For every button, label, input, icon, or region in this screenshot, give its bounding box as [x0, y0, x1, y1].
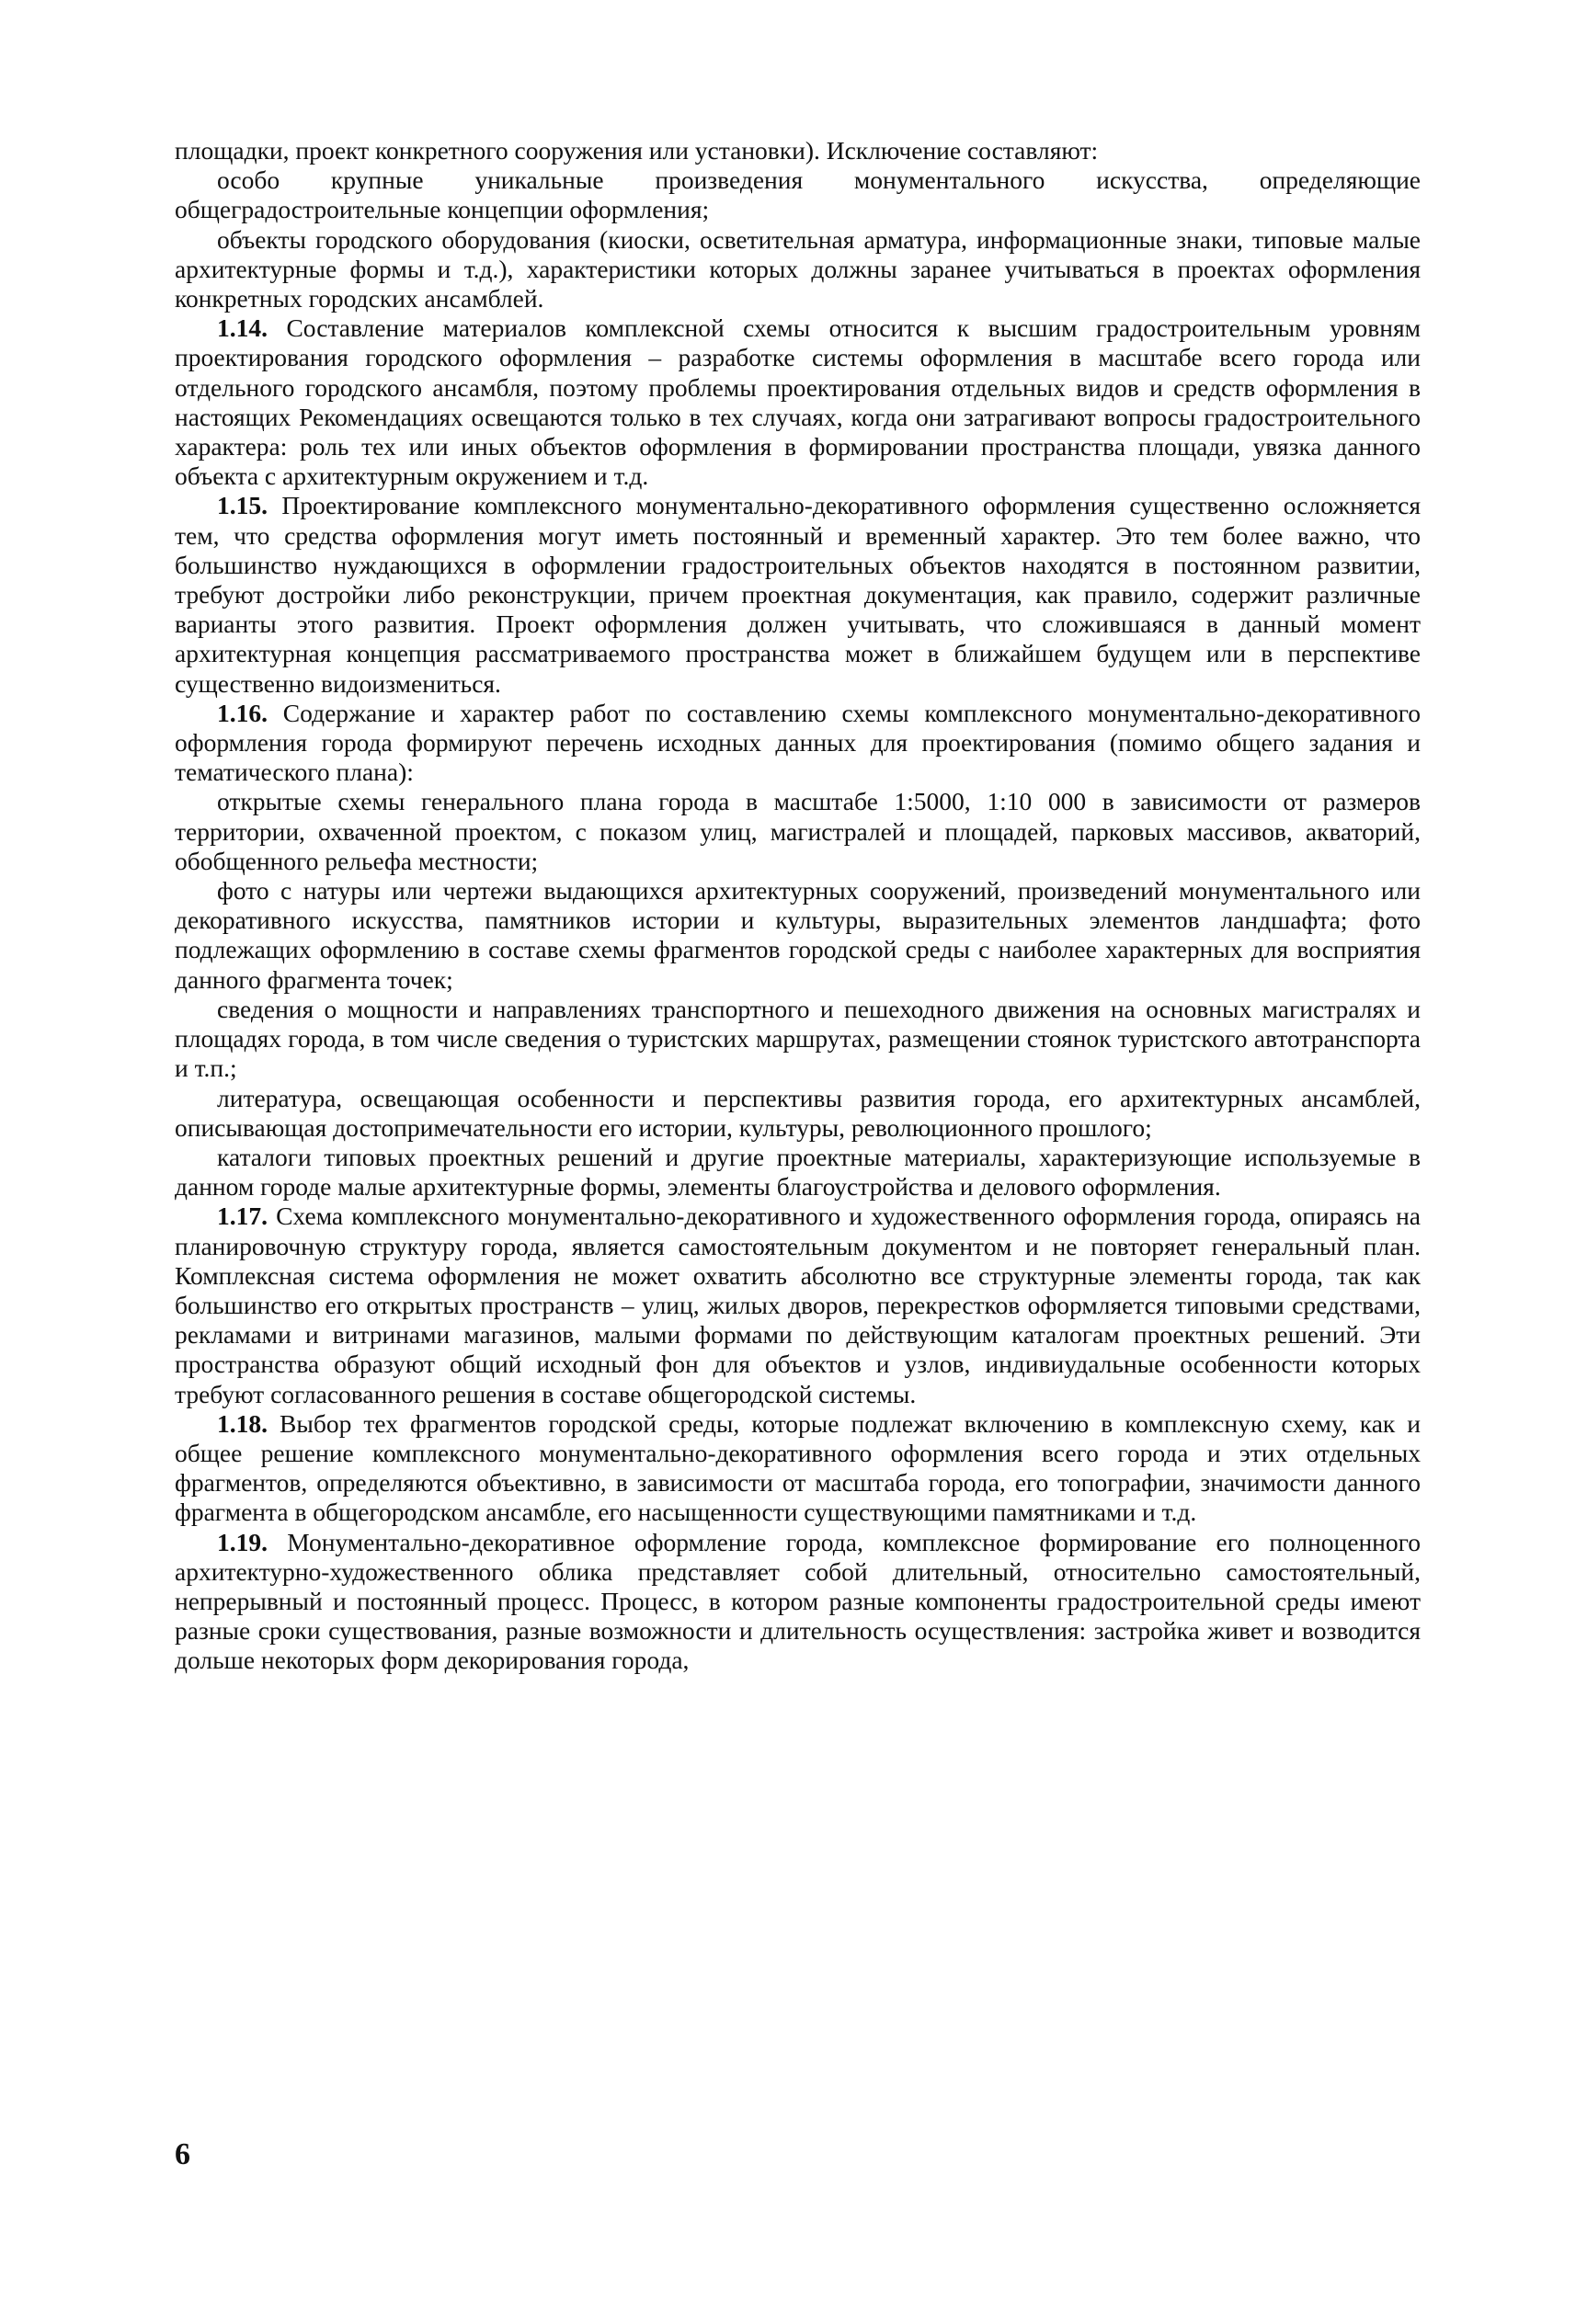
- section-number: 1.14.: [217, 313, 268, 343]
- list-item: каталоги типовых проектных решений и другие проектные материалы, характеризующие используемые в данном городе малые архитектурные формы, элементы благоустройства и делового оформления.: [175, 1142, 1421, 1202]
- list-item: сведения о мощности и направлениях транспортного и пешеходного движения на основных магистралях и площадях города, в том числе сведения о туристских маршрутах, размещении стоянок туристского автотранспорта и т.п.;: [175, 994, 1421, 1083]
- list-item: открытые схемы генерального плана города в масштабе 1:5000, 1:10 000 в зависимости от размеров территории, охваченной проектом, с показом улиц, магистралей и площадей, парковых массивов, акваторий, обобщенного рельефа местности;: [175, 787, 1421, 875]
- section-number: 1.19.: [217, 1527, 268, 1556]
- section-text: Составление материалов комплексной схемы относится к высшим градостроительным уровням проектирования городского оформления – разработке системы оформления в масштабе всего города или отдельного городского ансамбля, поэтому проблемы проектирования отдельных видов и средств оформления в настоящих Рекомендациях освещаются только в тех случаях, когда они затрагивают вопросы градостроительного характера: роль тех или иных объектов оформления в формировании пространства площади, увязка данного объекта с архитектурным окружением и т.д.: [175, 313, 1422, 491]
- section-text: Проектирование комплексного монументально-декоративного оформления существенно осложняется тем, что средства оформления могут иметь постоянный и временный характер. Это тем более важно, что большинство нуждающихся в оформлении градостроительных объектов находятся в постоянном развитии, требуют достройки либо реконструкции, причем проектная документация, как правило, содержит различные варианты этого развития. Проект оформления должен учитывать, что сложившаяся в данный момент архитектурная концепция рассматриваемого пространства может в ближайшем будущем или в перспективе существенно видоизмениться.: [175, 491, 1421, 698]
- section-text: Схема комплексного монументально-декоративного и художественного оформления города, опираясь на планировочную структуру города, является самостоятельным документом и не повторяет генеральный план. Комплексная система оформления не может охватить абсолютно все структурные элементы города, так как большинство его открытых пространств – улиц, жилых дворов, перекрестков оформляется типовыми средствами, рекламами и витринами магазинов, малыми формами по действующим каталогам проектных решений. Эти пространства образуют общий исходный фон для объектов и узлов, индивиудальные особенности которых требуют согласованного решения в составе общегородской системы.: [175, 1202, 1421, 1408]
- paragraph-intro: площадки, проект конкретного сооружения или установки). Исключение составляют:: [175, 136, 1099, 165]
- section-1-14: [175, 313, 1421, 491]
- section-1-19: [175, 1528, 1421, 1676]
- section-text: Выбор тех фрагментов городской среды, которые подлежат включению в комплексную схему, как и общее решение комплексного монументально-декоративного оформления всего города и этих отдельных фрагментов, определяются объективно, в зависимости от масштаба города, его топографии, значимости данного фрагмента в общегородском ансамбле, его насыщенности существующими памятниками и т.д.: [175, 1408, 1422, 1527]
- paragraph-exception-monumental: особо крупные уникальные произведения монументального искусства, определяющие общеградостроительные концепции оформления;: [175, 165, 1421, 224]
- list-item: литература, освещающая особенности и перспективы развития города, его архитектурных ансамблей, описывающая достопримечательности его истории, культуры, революционного прошлого;: [175, 1083, 1421, 1142]
- section-1-17: [175, 1202, 1421, 1408]
- section-number: 1.16.: [217, 698, 268, 727]
- paragraph-exception-equipment: объекты городского оборудования (киоски, осветительная арматура, информационные знаки, типовые малые архитектурные формы и т.д.), характеристики которых должны заранее учитываться в проектах оформления конкретных городских ансамблей.: [175, 224, 1421, 313]
- section-1-18: [175, 1409, 1421, 1528]
- section-number: 1.15.: [217, 491, 268, 520]
- section-text: Монументально-декоративное оформление города, комплексное формирование его полноценного архитектурно-художественного облика представляет собой длительный, относительно самостоятельный, непрерывный и постоянный процесс. Процесс, в котором разные компоненты градостроительной среды имеют разные сроки существования, разные возможности и длительность осуществления: застройка живет и возводится дольше некоторых форм декорирования города,: [175, 1527, 1421, 1675]
- document-page: [175, 136, 1421, 2223]
- section-number: 1.18.: [217, 1408, 268, 1438]
- page-number: 6: [175, 2137, 190, 2171]
- section-1-16: [175, 699, 1421, 788]
- section-number: 1.17.: [217, 1202, 268, 1231]
- list-item: фото с натуры или чертежи выдающихся архитектурных сооружений, произведений монументального или декоративного искусства, памятников истории и культуры, выразительных элементов ландшафта; фото подлежащих оформлению в составе схемы фрагментов городской среды с наиболее характерных для восприятия данного фрагмента точек;: [175, 876, 1421, 994]
- section-1-15: [175, 491, 1421, 698]
- section-text: Содержание и характер работ по составлению схемы комплексного монументально-декоративного оформления города формируют перечень исходных данных для проектирования (помимо общего задания и тематического плана):: [175, 698, 1421, 787]
